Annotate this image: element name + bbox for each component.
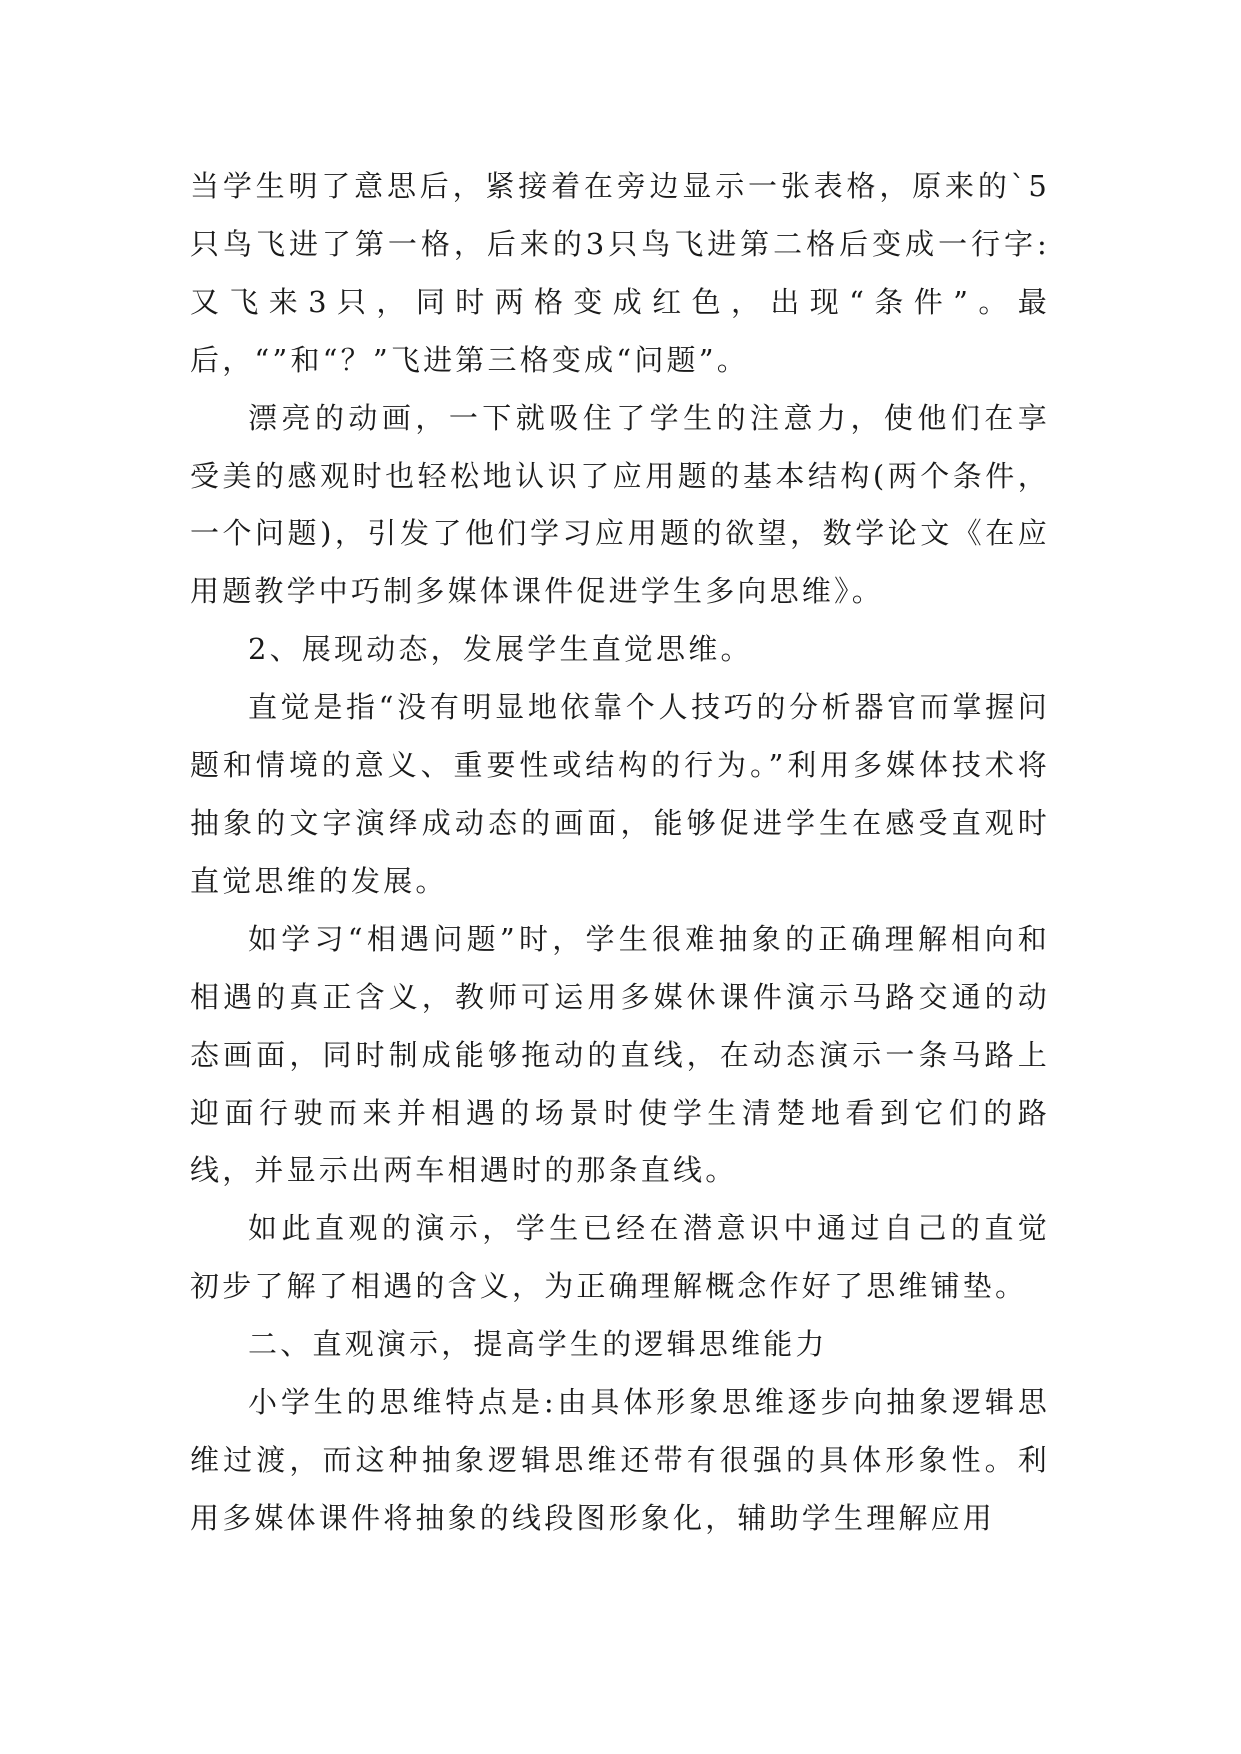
paragraph-3: 2、展现动态，发展学生直觉思维。: [248, 632, 753, 667]
paragraph-8: 小学生的思维特点是:由具体形象思维逐步向抽象逻辑思维过渡，而这种抽象逻辑思维还带有很强的具体形象性。利用多媒体课件将抽象的线段图形象化，辅助学生理解应用: [190, 1385, 1050, 1535]
section-heading: 二、直观演示，提高学生的逻辑思维能力: [248, 1327, 828, 1362]
paragraph-1: 当学生明了意思后，紧接着在旁边显示一张表格，原来的`5只鸟飞进了第一格，后来的3只鸟飞进第二格后变成一行字:又飞来3只，同时两格变成红色，出现“条件”。最后，“”和“？”飞进第三格变成“问题”。: [190, 169, 1050, 377]
document-body: [190, 158, 1050, 1548]
paragraph-5: 如学习“相遇问题”时，学生很难抽象的正确理解相向和相遇的真正含义，教师可运用多媒休课件演示马路交通的动态画面，同时制成能够拖动的直线，在动态演示一条马路上迎面行驶而来并相遇的场景时使学生清楚地看到它们的路线，并显示出两车相遇时的那条直线。: [190, 921, 1050, 1188]
paragraph-6: 如此直观的演示，学生已经在潜意识中通过自己的直觉初步了解了相遇的含义，为正确理解概念作好了思维铺垫。: [190, 1211, 1050, 1304]
paragraph-2: 漂亮的动画，一下就吸住了学生的注意力，使他们在享受美的感观时也轻松地认识了应用题的基本结构(两个条件，一个问题)，引发了他们学习应用题的欲望，数学论文《在应用题教学中巧制多媒体课件促进学生多向思维》。: [190, 400, 1050, 609]
paragraph-4: 直觉是指“没有明显地依靠个人技巧的分析器官而掌握问题和情境的意义、重要性或结构的行为。”利用多媒体技术将抽象的文字演绎成动态的画面，能够促进学生在感受直观时直觉思维的发展。: [190, 690, 1050, 898]
